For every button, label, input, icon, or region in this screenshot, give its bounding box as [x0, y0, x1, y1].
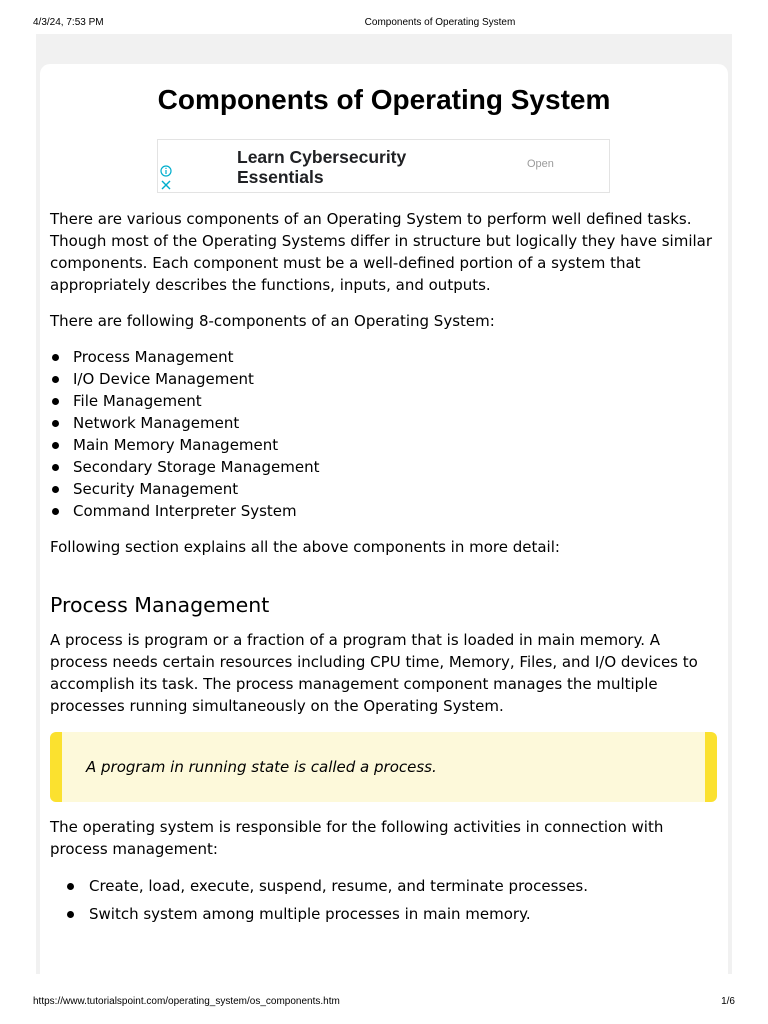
print-url: https://www.tutorialspoint.com/operating_system/os_components.htm	[33, 996, 340, 1007]
following-paragraph: Following section explains all the above components in more detail:	[50, 538, 560, 556]
list-item: Main Memory Management	[50, 434, 319, 456]
note-callout	[50, 732, 717, 802]
activities-intro: The operating system is responsible for the following activities in connection with process management:	[50, 818, 664, 858]
print-title: Components of Operating System	[364, 17, 516, 28]
ad-banner[interactable]	[157, 139, 610, 193]
print-header	[0, 0, 768, 34]
list-item: Create, load, execute, suspend, resume, and terminate processes.	[50, 875, 588, 903]
list-item: Secondary Storage Management	[50, 456, 319, 478]
print-datetime: 4/3/24, 7:53 PM	[33, 17, 104, 28]
ad-headline[interactable]: Learn Cybersecurity Essentials	[237, 147, 407, 187]
close-icon[interactable]	[160, 179, 172, 191]
list-item: Security Management	[50, 478, 319, 500]
list-item: Process Management	[50, 346, 319, 368]
print-footer	[0, 994, 768, 1014]
components-list	[50, 346, 319, 522]
list-item: I/O Device Management	[50, 368, 319, 390]
intro-paragraph: There are various components of an Operating System to perform well defined tasks. Though most of the Operating Systems differ in structure but logically they have similar components. Each component must be a well-defined portion of a system that appropriately describes the functions, inputs, and outputs.	[50, 210, 713, 294]
list-intro: There are following 8-components of an Operating System:	[50, 312, 495, 330]
info-icon[interactable]	[160, 165, 172, 177]
note-text: A program in running state is called a process.	[86, 758, 437, 776]
list-item: Command Interpreter System	[50, 500, 319, 522]
section-paragraph: A process is program or a fraction of a program that is loaded in main memory. A process needs certain resources including CPU time, Memory, Files, and I/O devices to accomplish its task. The process management component manages the multiple processes running simultaneously on the Operating System.	[50, 631, 698, 715]
page-title: Components of Operating System	[157, 84, 611, 115]
ad-open-button[interactable]: Open	[527, 158, 554, 170]
section-heading: Process Management	[50, 593, 270, 617]
list-item: File Management	[50, 390, 319, 412]
list-item: Switch system among multiple processes in main memory.	[50, 903, 588, 931]
page-number: 1/6	[721, 996, 735, 1007]
activities-list	[50, 875, 588, 931]
list-item: Network Management	[50, 412, 319, 434]
